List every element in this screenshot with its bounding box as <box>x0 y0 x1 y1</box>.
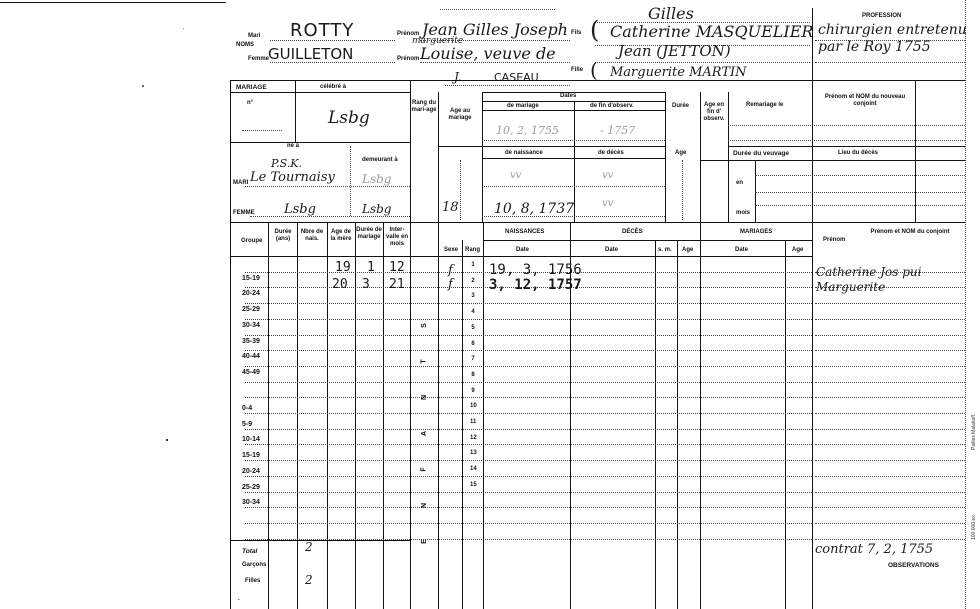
row-line <box>728 125 965 126</box>
table-row-line <box>815 507 965 508</box>
section-rule <box>482 158 665 159</box>
header-line <box>445 85 570 86</box>
total-rule <box>230 540 410 541</box>
table-row-line <box>815 303 965 304</box>
rank-number: 1 <box>471 262 475 268</box>
child1-naissance-hw: 19, 3, 1756 <box>489 262 582 278</box>
table-row-line <box>815 460 965 461</box>
table-row-line <box>245 476 812 477</box>
date3-label: Date <box>735 247 749 253</box>
header-divider <box>812 8 813 86</box>
sexe-label: Sexe <box>444 247 459 253</box>
observations-label: OBSERVATIONS <box>888 562 939 569</box>
col-line <box>483 222 484 609</box>
group-label: 30-34 <box>242 499 260 506</box>
group-label: 20-24 <box>242 468 260 475</box>
nbre-nais-label: Nbre de nais. <box>300 229 324 242</box>
col-line <box>295 80 296 92</box>
age-label: Age <box>675 150 687 156</box>
rank-number: 9 <box>471 388 475 394</box>
mari-naissance-hw: vv <box>510 170 522 181</box>
enfants-vertical-letter: F <box>420 467 428 472</box>
group-label: 15-19 <box>242 452 260 459</box>
prenom-femme-label: Prénom <box>397 56 420 62</box>
femme-prenom-above-hw: marguerite <box>412 36 464 46</box>
child1-duree-hw: 1 <box>367 260 375 275</box>
table-row-line <box>245 492 812 493</box>
printer-mark: Pailles Malakoff. <box>971 413 977 450</box>
mari-nom-hw: ROTTY <box>290 20 355 41</box>
intervalle-label: Inter-valle en mois <box>385 227 408 247</box>
group-label: 30-34 <box>242 322 260 329</box>
dates-label: Dates <box>560 93 577 99</box>
ne-a-label: né à <box>287 143 300 149</box>
rank-number: 4 <box>471 309 475 315</box>
table-row-line <box>245 350 812 351</box>
mariage-label: MARIAGE <box>236 84 267 91</box>
conjoint-label: Prénom et NOM du conjoint <box>870 229 950 235</box>
profession-hw-2: par le Roy 1755 <box>818 39 931 55</box>
mari-label: Mari <box>248 33 261 39</box>
group-label: 25-29 <box>242 306 260 313</box>
duree-ans-label: Durée (ans) <box>274 229 292 242</box>
bracket-hw: ( <box>590 58 598 82</box>
table-row-line <box>245 366 812 367</box>
filles-hw: 2 <box>305 573 313 587</box>
col-dots <box>350 146 351 216</box>
total-label: Total <box>242 548 258 555</box>
row-line <box>755 192 965 193</box>
section-rule <box>700 240 812 241</box>
table-row-line <box>815 413 965 414</box>
section-rule <box>230 80 965 81</box>
femme-age-hw: 18 <box>442 200 459 215</box>
child2-duree-hw: 3 <box>362 277 370 292</box>
speck <box>183 28 184 29</box>
table-row-line <box>815 492 965 493</box>
col-line <box>410 222 411 609</box>
col-line <box>655 240 656 609</box>
rank-number: 7 <box>471 356 475 362</box>
row-line <box>728 140 965 141</box>
table-row-line <box>815 429 965 430</box>
row-line <box>482 216 665 217</box>
col-line <box>355 222 356 609</box>
remariage-label: Remariage le <box>746 102 784 108</box>
table-row-line <box>245 394 812 401</box>
contrat-hw: contrat 7, 2, 1755 <box>815 542 934 557</box>
total-hw: 2 <box>305 540 313 554</box>
child2-sexe-hw: f <box>448 277 453 292</box>
bullet-dot: . <box>238 596 240 602</box>
col-line <box>665 92 666 222</box>
section-rule <box>483 240 700 241</box>
rank-number: 10 <box>470 403 477 409</box>
celebre-label: célébré à <box>320 84 347 90</box>
header-line <box>595 62 810 63</box>
child2-naissance-hw: 3, 12, 1757 <box>489 277 582 293</box>
mari-ne-a-hw: Le Tournaisy <box>250 170 335 185</box>
row-line <box>250 216 410 217</box>
col-line <box>462 240 463 609</box>
rang-label: Rang du mari-age <box>411 100 437 113</box>
group-label: 25-29 <box>242 484 260 491</box>
duree-veuvage-label: Durée du veuvage <box>733 150 789 157</box>
table-row-line <box>245 429 812 430</box>
rank-number: 12 <box>470 435 477 441</box>
femme-deces-hw: vv <box>602 198 614 209</box>
col-line <box>812 222 813 609</box>
de-naissance-label: de naissance <box>505 150 543 156</box>
row-line <box>755 175 965 176</box>
sm-label: s. m. <box>658 247 672 253</box>
enfants-vertical-letter: N <box>421 502 429 509</box>
row-line <box>245 186 410 187</box>
child1-prenom-hw: Catherine Jos pui <box>816 265 922 279</box>
no-line <box>242 130 282 131</box>
veuve-initial-hw: J. <box>454 70 462 84</box>
enfants-vertical-letter: T <box>420 359 428 364</box>
profession-label: PROFESSION <box>862 13 902 19</box>
col-line <box>482 92 483 222</box>
col-line <box>755 160 756 222</box>
filles-label: Filles <box>245 578 261 584</box>
col-line <box>383 222 384 609</box>
col-line <box>268 222 269 609</box>
age2-label: Age <box>682 247 694 253</box>
veuve-name-hw: CASEAU <box>494 71 539 84</box>
mere-mari-hw: Catherine MASQUELIER <box>610 22 814 41</box>
section-rule <box>482 110 665 111</box>
naissances-label: NAISSANCES <box>505 229 545 235</box>
table-row-line <box>815 444 965 445</box>
de-deces-label: de décès <box>598 150 624 156</box>
group-label: 5-9 <box>242 421 253 428</box>
col-dots <box>682 160 683 220</box>
duree-mariage-label: Durée de mariage <box>356 227 382 240</box>
row-line <box>482 140 665 141</box>
prenom-label: Prénom <box>823 237 846 243</box>
lieu-mariage-hw: Lsbg <box>328 108 370 128</box>
section-rule <box>728 146 965 147</box>
col-line <box>438 92 439 222</box>
group-label: 0-4 <box>242 405 253 412</box>
group-label: 35-39 <box>242 338 260 345</box>
table-row-line <box>815 382 965 383</box>
section-rule <box>230 222 965 223</box>
mariages-label: MARIAGES <box>740 229 773 235</box>
rank-number: 5 <box>471 325 475 331</box>
group-label: 10-14 <box>242 436 260 443</box>
date-fin-hw: - 1757 <box>600 124 636 137</box>
col-line <box>785 240 786 609</box>
child1-age-mere-hw: 19 <box>335 260 351 275</box>
table-row-line <box>245 507 812 508</box>
table-row-line <box>245 523 812 524</box>
fils-label: Fils <box>571 30 582 36</box>
femme-ne-a-hw: Lsbg <box>284 202 316 217</box>
rank-number: 11 <box>470 419 477 425</box>
date-mariage-hw: 10, 2, 1755 <box>496 124 559 137</box>
col-line <box>297 222 298 609</box>
child2-intervalle-hw: 21 <box>389 277 405 292</box>
child1-intervalle-hw: 12 <box>389 260 405 275</box>
table-row-line <box>815 539 965 540</box>
femme-naissance-hw: 10, 8, 1737 <box>494 201 575 217</box>
rank-number: 8 <box>471 372 475 378</box>
mari-row-label: MARI <box>233 180 249 186</box>
rank-number: 13 <box>470 450 477 456</box>
no-label: n° <box>247 100 254 106</box>
table-row-line <box>815 350 965 351</box>
table-row-line <box>815 335 965 336</box>
profession-line <box>815 62 965 63</box>
child2-age-mere-hw: 20 <box>332 277 348 292</box>
rank-number: 3 <box>471 293 475 299</box>
rank-number: 6 <box>471 341 475 347</box>
table-row-line <box>815 523 965 524</box>
col-line <box>438 222 439 609</box>
col-dots <box>460 160 461 220</box>
rank-number: 14 <box>470 466 477 472</box>
garcons-label: Garçons <box>242 562 267 568</box>
table-row-line <box>245 319 812 320</box>
table-row-line <box>245 382 812 383</box>
section-rule <box>700 160 965 161</box>
section-rule <box>230 92 410 93</box>
frame-right <box>965 0 966 609</box>
print-run-mark: 100.000 ex. <box>971 513 977 540</box>
mari-demeurant-hw: Lsbg <box>362 172 392 186</box>
section-rule <box>230 142 410 143</box>
age-fin-label: Age en fin d' observ. <box>703 102 725 122</box>
table-row-line <box>245 413 812 414</box>
groupe-label: Groupe <box>241 238 263 244</box>
age-mariage-label: Age au mariage <box>448 108 472 121</box>
femme-row-label: FEMME <box>233 210 255 216</box>
table-row-line <box>815 366 965 367</box>
enfants-vertical-letter: N <box>421 394 429 401</box>
col-line <box>327 222 328 609</box>
top-left-rule <box>0 2 226 3</box>
row-line <box>482 186 665 187</box>
rank-number: 2 <box>471 278 475 284</box>
fille-label: Fille <box>571 67 584 73</box>
noms-label: NOMS <box>236 42 254 48</box>
table-row-line <box>815 476 965 477</box>
group-label: 40-44 <box>242 353 260 360</box>
child1-sexe-hw: f <box>448 263 453 278</box>
mari-ne-prefix-hw: P.S.K. <box>271 157 303 170</box>
date-label: Date <box>516 247 530 253</box>
de-mariage-label: de mariage <box>507 103 539 109</box>
col-line <box>915 80 916 222</box>
section-rule <box>438 146 665 147</box>
age-mere-label: Age de la mère <box>330 229 352 242</box>
enfants-vertical-letter: E <box>420 539 428 544</box>
mari-deces-hw: vv <box>602 170 614 181</box>
lieu-deces-label: Lieu du décès <box>838 150 879 156</box>
en-label: en <box>736 180 744 186</box>
date2-label: Date <box>605 247 619 253</box>
group-label: 45-49 <box>242 369 260 376</box>
col-line <box>295 92 296 142</box>
group-label: 15-19 <box>242 275 260 282</box>
demeurant-label: demeurant à <box>362 157 398 163</box>
table-row-line <box>815 319 965 320</box>
pere-femme-hw: Jean (JETTON) <box>618 42 731 60</box>
prenom-mari-label: Prénom <box>397 31 420 37</box>
speck <box>166 439 168 441</box>
mois-label: mois <box>736 210 751 216</box>
rang2-label: Rang <box>465 247 480 253</box>
col-line <box>700 92 701 222</box>
age3-label: Age <box>792 247 804 253</box>
table-row-line <box>245 460 812 461</box>
pere-mari-hw: Gilles <box>648 4 694 23</box>
deces-label: DÉCÈS <box>622 229 643 235</box>
row-line <box>755 205 965 206</box>
col-line <box>677 240 678 609</box>
table-row-line <box>245 335 812 336</box>
mere-femme-hw: Marguerite MARTIN <box>610 65 747 80</box>
table-row-line <box>245 444 812 445</box>
nouveau-conjoint-label: Prénom et NOM du nouveau conjoint <box>824 94 906 107</box>
col-line <box>812 80 813 222</box>
section-rule <box>230 256 812 257</box>
frame-left <box>230 80 231 609</box>
femme-nom-hw: GUILLETON <box>268 45 354 63</box>
mari-prenom-hw: Jean Gilles Joseph <box>422 20 568 39</box>
bracket-hw: ( <box>590 16 600 44</box>
femme-demeurant-hw: Lsbg <box>362 202 392 216</box>
col-line <box>728 92 729 222</box>
femme-label: Femme <box>248 56 270 62</box>
table-row-line <box>815 397 965 398</box>
table-row-line <box>245 303 812 304</box>
rank-number: 15 <box>470 482 477 488</box>
femme-prenom-hw: Louise, veuve de <box>420 44 556 63</box>
col-line <box>700 222 701 609</box>
de-fin-label: de fin d'observ. <box>590 103 634 109</box>
speck <box>142 85 144 87</box>
profession-hw-1: chirurgien entretenu <box>818 22 967 38</box>
enfants-vertical-letter: S <box>420 323 428 328</box>
header-line <box>440 9 555 10</box>
enfants-vertical-letter: A <box>421 430 429 437</box>
group-label: 20-24 <box>242 290 260 297</box>
child2-prenom-hw: Marguerite <box>816 280 886 294</box>
duree-label: Durée <box>672 103 690 109</box>
